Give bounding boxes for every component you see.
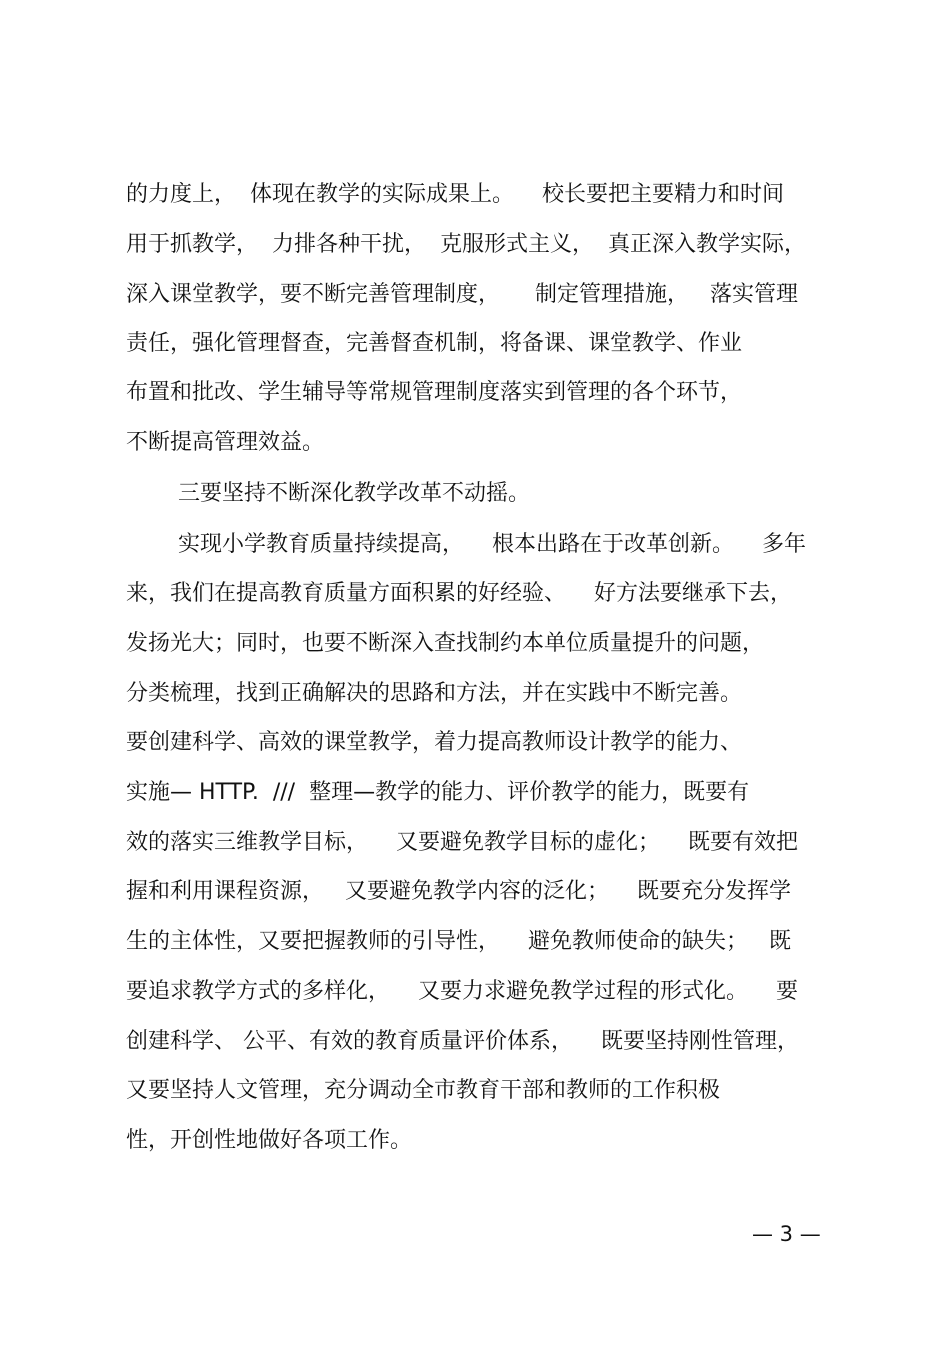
- text-line: 效的落实三维教学目标， 又要避免教学目标的虚化； 既要有效把: [126, 830, 798, 855]
- text-line: 来，我们在提高教育质量方面积累的好经验、 好方法要继承下去，: [126, 581, 792, 606]
- text-line: 实施— HTTP. /// 整理—教学的能力、评价教学的能力，既要有: [126, 780, 750, 805]
- text-line: 生的主体性，又要把握教师的引导性， 避免教师使命的缺失； 既: [126, 929, 791, 954]
- text-line: 握和利用课程资源， 又要避免教学内容的泛化； 既要充分发挥学: [126, 879, 791, 904]
- text-line: 深入课堂教学，要不断完善管理制度， 制定管理措施， 落实管理: [126, 282, 798, 307]
- text-line: 责任，强化管理督查，完善督查机制，将备课、课堂教学、作业: [126, 331, 743, 356]
- text-line: 不断提高管理效益。: [126, 430, 325, 455]
- text-line: 布置和批改、学生辅导等常规管理制度落实到管理的各个环节，: [126, 380, 743, 405]
- text-line: 发扬光大；同时，也要不断深入查找制约本单位质量提升的问题，: [126, 631, 765, 656]
- text-line: 性，开创性地做好各项工作。: [126, 1128, 413, 1153]
- section-heading: 三要坚持不断深化教学改革不动摇。: [178, 481, 531, 506]
- text-line: 要追求教学方式的多样化， 又要力求避免教学过程的形式化。 要: [126, 979, 798, 1004]
- text-line: 实现小学教育质量持续提高， 根本出路在于改革创新。 多年: [178, 532, 806, 557]
- text-line: 用于抓教学， 力排各种干扰， 克服形式主义， 真正深入教学实际，: [126, 232, 806, 257]
- text-line: 创建科学、 公平、有效的教育质量评价体系， 既要坚持刚性管理，: [126, 1029, 799, 1054]
- text-line: 又要坚持人文管理，充分调动全市教育干部和教师的工作积极: [126, 1078, 721, 1103]
- text-line: 分类梳理，找到正确解决的思路和方法，并在实践中不断完善。: [126, 681, 743, 706]
- page-number: — 3 —: [752, 1222, 821, 1246]
- text-line: 要创建科学、高效的课堂教学，着力提高教师设计教学的能力、: [126, 730, 743, 755]
- text-line: 的力度上， 体现在教学的实际成果上。 校长要把主要精力和时间: [126, 182, 784, 207]
